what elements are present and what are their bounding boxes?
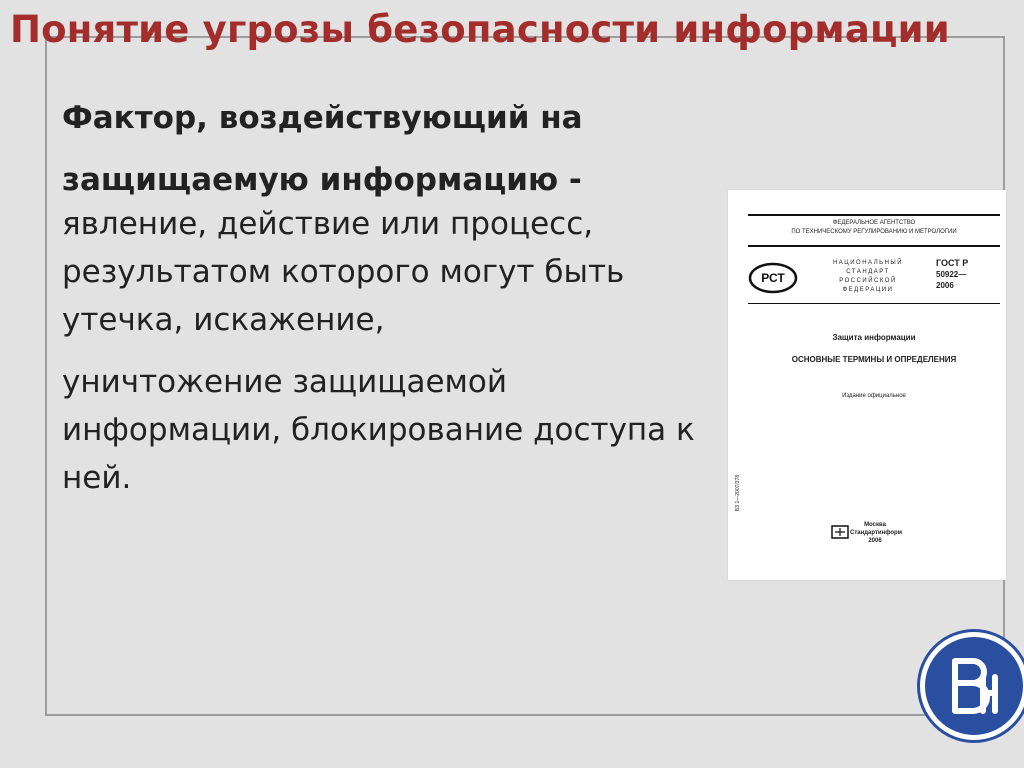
doc-std-line-1: НАЦИОНАЛЬНЫЙ (832, 260, 904, 266)
definition-block (62, 94, 702, 502)
doc-heading: ОСНОВНЫЕ ТЕРМИНЫ И ОПРЕДЕЛЕНИЯ (791, 355, 957, 364)
doc-std-line-3: РОССИЙСКОЙ (839, 278, 897, 284)
definition-term-line-1: Фактор, воздействующий на (62, 100, 583, 136)
publisher-logo-icon (831, 525, 849, 539)
definition-text-2: уничтожение защищаемой информации, блокирование доступа к ней. (62, 364, 695, 496)
doc-bottom-rule (748, 303, 1000, 304)
doc-publisher-year: 2006 (868, 538, 882, 544)
gost-document-cover (728, 190, 1006, 580)
doc-top-rule (748, 214, 1000, 216)
definition-term-line-2: защищаемую информацию - (62, 162, 582, 198)
slide-title: Понятие угрозы безопасности информации (10, 8, 950, 51)
university-logo (920, 632, 1024, 740)
doc-std-line-2: СТАНДАРТ (846, 269, 890, 275)
doc-agency-line-2: ПО ТЕХНИЧЕСКОМУ РЕГУЛИРОВАНИЮ И МЕТРОЛОГИИ (791, 229, 957, 235)
definition-text-1: явление, действие или процесс, результатом которого могут быть утечка, искажение, (62, 206, 625, 338)
doc-gost-line-2: 50922— (936, 270, 967, 279)
doc-gost-line-1: ГОСТ Р (936, 258, 969, 268)
svg-text:РСТ: РСТ (761, 271, 785, 285)
doc-agency-line-1: ФЕДЕРАЛЬНОЕ АГЕНТСТВО (832, 220, 916, 226)
doc-edition: Издание официальное (842, 393, 906, 399)
doc-publisher-city: Москва (864, 522, 886, 528)
doc-publisher-name: Стандартинформ (850, 530, 903, 536)
hse-emblem-icon (925, 637, 1023, 735)
doc-side-code: БЗ 1—2007/378 (735, 474, 742, 512)
doc-subject: Защита информации (832, 333, 916, 342)
rst-mark-icon (748, 262, 798, 294)
doc-mid-rule (748, 245, 1000, 247)
doc-std-line-4: ФЕДЕРАЦИИ (842, 287, 894, 293)
doc-gost-line-3: 2006 (936, 281, 954, 290)
